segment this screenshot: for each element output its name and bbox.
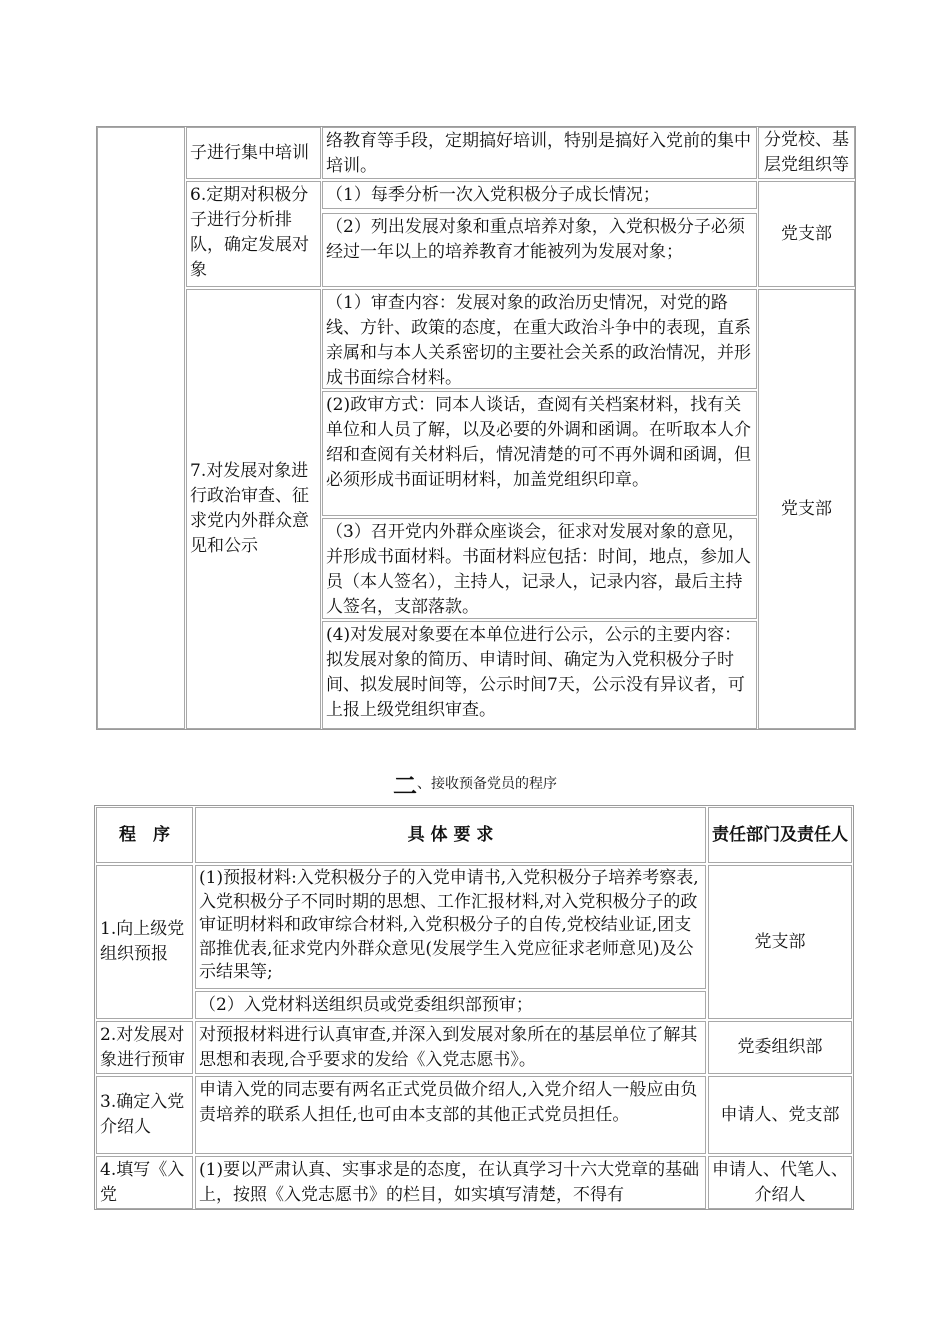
step-6-label: 6.定期对积极分子进行分析排队，确定发展对象 [186,181,321,287]
row-4-item-1: (1)要以严肃认真、实事求是的态度，在认真学习十六大党章的基础上，按照《入党志愿书》的栏目，如实填写清楚，不得有 [195,1156,706,1209]
header-responsible: 责任部门及责任人 [708,807,852,863]
header-requirements: 具 体 要 求 [195,807,706,863]
row-2-label: 2.对发展对象进行预审 [96,1021,193,1074]
section-2-number: 二 [393,771,417,800]
step-continued-detail: 络教育等手段，定期搞好培训，特别是搞好入党前的集中培训。 [322,127,757,179]
row-3-item-1: 申请入党的同志要有两名正式党员做介绍人,入党介绍人一般应由负责培养的联系人担任,也可由本支部的其他正式党员担任。 [195,1076,706,1154]
step-7-item-3: （3）召开党内外群众座谈会，征求对发展对象的意见，并形成书面材料。书面材料应包括：时间，地点，参加人员（本人签名），主持人，记录人，记录内容，最后主持人签名，支部落款。 [322,518,757,619]
section-2-heading [0,767,950,799]
step-6-item-1: （1）每季分析一次入党积极分子成长情况； [322,181,757,209]
row-2-item-1: 对预报材料进行认真审查,并深入到发展对象所在的基层单位了解其思想和表现,合乎要求的发给《入党志愿书》。 [195,1021,706,1074]
row-1-item-1: (1)预报材料:入党积极分子的入党申请书,入党积极分子培养考察表,入党积极分子不同时期的思想、工作汇报材料,对入党积极分子的政审证明材料和政审综合材料,入党积极分子的自传,党校结业证,团支部推优表,征求党内外群众意见(发展学生入党应征求老师意见)及公示结果等; [195,865,706,989]
step-continued-dept: 分党校、基层党组织等 [758,127,855,179]
row-2-dept: 党委组织部 [708,1021,852,1074]
step-continued-label: 子进行集中培训 [186,127,321,179]
table-1-empty-column [97,127,185,729]
section-2-title: 、接收预备党员的程序 [417,776,557,792]
step-7-dept: 党支部 [758,289,855,729]
step-6-dept: 党支部 [758,181,855,287]
step-7-label: 7.对发展对象进行政治审查、征求党内外群众意见和公示 [186,289,321,729]
row-1-dept: 党支部 [708,865,852,1019]
row-1-label: 1.向上级党组织预报 [96,865,193,1019]
row-3-dept: 申请人、党支部 [708,1076,852,1154]
header-step: 程 序 [96,807,193,863]
step-6-item-2: （2）列出发展对象和重点培养对象，入党积极分子必须经过一年以上的培养教育才能被列为发展对象； [322,213,757,287]
step-7-item-1: （1）审查内容：发展对象的政治历史情况，对党的路线、方针、政策的态度，在重大政治斗争中的表现，直系亲属和与本人关系密切的主要社会关系的政治情况，并形成书面综合材料。 [322,289,757,389]
row-4-label: 4.填写《入党 [96,1156,193,1209]
step-7-item-4: (4)对发展对象要在本单位进行公示，公示的主要内容：拟发展对象的简历、申请时间、确定为入党积极分子时间、拟发展时间等，公示时间7天，公示没有异议者，可上报上级党组织审查。 [322,621,757,729]
row-1-item-2: （2）入党材料送组织员或党委组织部预审； [195,991,706,1019]
row-4-dept: 申请人、代笔人、介绍人 [708,1156,852,1209]
row-3-label: 3.确定入党介绍人 [96,1076,193,1154]
step-7-item-2: (2)政审方式：同本人谈话，查阅有关档案材料，找有关单位和人员了解，以及必要的外调和函调。在听取本人介绍和查阅有关材料后，情况清楚的可不再外调和函调，但必须形成书面证明材料，加盖党组织印章。 [322,391,757,516]
